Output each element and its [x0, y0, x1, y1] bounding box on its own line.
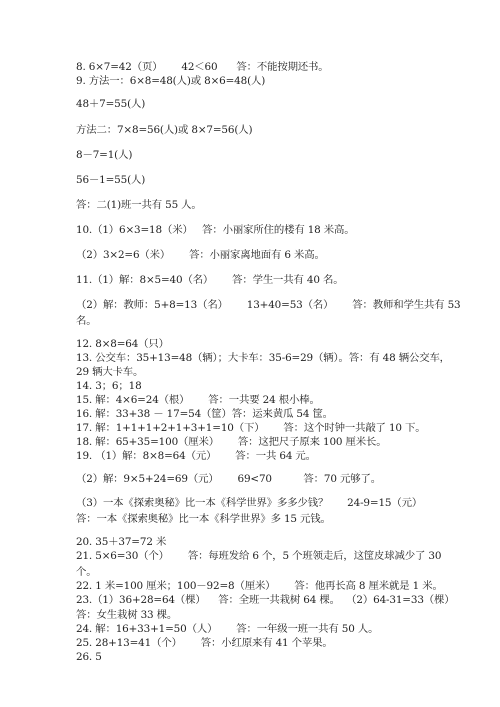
- answer-line-19-2: （2）解：9×5+24=69（元） 69<70 答：70 元够了。: [76, 473, 381, 485]
- answer-line-9: 9. 方法一：6×8=48(人)或 8×6=48(人): [76, 75, 266, 87]
- answer-line-26: 26. 5: [76, 651, 102, 663]
- answer-line-11-1: 11.（1）解：8×5=40（名） 答：学生一共有 40 名。: [76, 274, 344, 286]
- answer-line-25: 25. 28+13=41（个） 答：小红原来有 41 个苹果。: [76, 637, 333, 649]
- answer-line-13: 13. 公交车：35+13=48（辆）；大卡车：35-6=29（辆）。答：有 48 辆公交车，: [76, 352, 450, 364]
- answer-line-24: 24. 解：16+33+1=50（人） 答：一年级一班一共有 50 人。: [76, 623, 379, 635]
- answer-line-13-cont: 29 辆大卡车。: [76, 366, 144, 378]
- answer-line-14: 14. 3；6；18: [76, 380, 142, 392]
- answer-line-16: 16. 解：33+38 － 17=54（筐）答：运来黄瓜 54 筐。: [76, 408, 333, 420]
- answer-line-10-2: （2）3×2=6（米） 答：小丽家离地面有 6 米高。: [76, 249, 325, 261]
- answer-line-23-cont: 答：女生栽树 33 棵。: [76, 609, 178, 621]
- answer-line-18: 18. 解：65+35=100（厘米） 答：这把尺子原来 100 厘米长。: [76, 436, 387, 448]
- answer-line-11-2: （2）解：教师：5+8=13（名） 13+40=53（名） 答：教师和学生共有 53: [76, 299, 461, 311]
- answer-line-15: 15. 解：4×6=24（根） 答：一共要 24 根小棒。: [76, 394, 320, 406]
- answer-line-19-1: 19. （1）解：8×8=64（元） 答：一共 64 元。: [76, 450, 316, 462]
- answer-line-9-result: 答：二(1)班一共有 55 人。: [76, 199, 202, 211]
- answer-line-9-method2: 方法二：7×8=56(人)或 8×7=56(人): [76, 124, 253, 136]
- answer-line-9-step: 48＋7=55(人): [76, 98, 146, 110]
- answer-line-9-step: 8－7=1(人): [76, 149, 133, 161]
- answer-line-17: 17. 解：1+1+1+2+1+3+1=10（下） 答：这个时钟一共敲了 10 下。: [76, 422, 426, 434]
- answer-line-21: 21. 5×6=30（个） 答：每班发给 6 个，5 个班领走后，这筐皮球减少了 30: [76, 550, 442, 562]
- answer-line-19-3: （3）一本《探索奥秘》比一本《科学世界》多多少钱？ 24-9=15（元）: [76, 497, 423, 509]
- answer-line-10-1: 10.（1）6×3=18（米） 答：小丽家所住的楼有 18 米高。: [76, 224, 355, 236]
- answer-line-23: 23.（1）36+28=64（棵） 答：全班一共栽树 64 棵。 （2）64-31=33（棵）: [76, 594, 455, 606]
- answer-line-19-3-cont: 答：一本《探索奥秘》比一本《科学世界》多 15 元钱。: [76, 513, 331, 525]
- answer-line-22: 22. 1 米=100 厘米；100－92=8（厘米） 答：他再长高 8 厘米就是 1 米。: [76, 580, 443, 592]
- answer-line-12: 12. 8×8=64（只）: [76, 338, 169, 350]
- answer-line-8: 8. 6×7=42（页） 42＜60 答：不能按期还书。: [76, 61, 329, 73]
- answer-line-20: 20. 35＋37=72 米: [76, 536, 167, 548]
- answer-line-21-cont: 个。: [76, 566, 97, 578]
- answer-line-11-2-cont: 名。: [76, 315, 97, 327]
- answer-line-9-step: 56－1=55(人): [76, 174, 146, 186]
